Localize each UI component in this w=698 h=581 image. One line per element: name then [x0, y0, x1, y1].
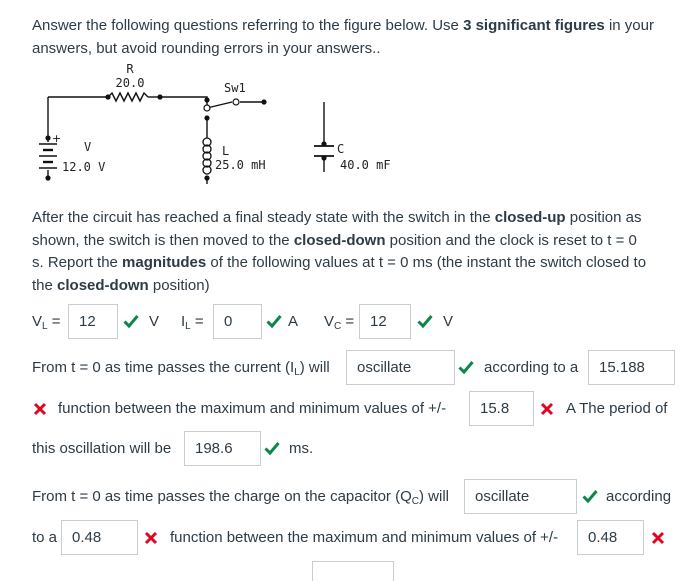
- q2-period-line: this oscillation will be: [32, 440, 172, 457]
- para-line-3: s. Report the magnitudes of the following values at t = 0 ms (the instant the switch closed to: [32, 254, 647, 271]
- intro-line-1: Answer the following questions referring to the figure below. Use 3 significant figures in your: [32, 17, 654, 34]
- vl-label: $V_L$ =: [32, 313, 61, 332]
- check-icon: [582, 488, 598, 504]
- check-icon: [266, 313, 282, 329]
- resistor-label: R: [126, 62, 134, 76]
- vc-input[interactable]: 12: [359, 304, 411, 339]
- q2-period-input[interactable]: 198.6: [184, 431, 261, 466]
- q2-mode-select[interactable]: oscillate: [346, 350, 455, 385]
- il-label: $I_L$ =: [181, 313, 204, 332]
- q2-function-text: function between the maximum and minimum values of +/-: [58, 400, 447, 417]
- circuit-diagram: [32, 60, 416, 187]
- inductor-label: L: [222, 144, 230, 158]
- il-unit: A: [288, 313, 299, 330]
- cross-icon: [144, 531, 158, 545]
- il-input[interactable]: 0: [213, 304, 262, 339]
- capacitor-value: 40.0 mF: [340, 158, 391, 172]
- q2-according-text: according to a: [484, 359, 579, 376]
- next-answer-input[interactable]: [312, 561, 394, 581]
- switch-blade: [207, 102, 232, 108]
- battery-label: V: [84, 140, 92, 154]
- battery-symbol: [39, 144, 57, 168]
- switch-label: Sw1: [224, 81, 246, 95]
- para-line-1: After the circuit has reached a final steady state with the switch in the closed-up position as: [32, 209, 642, 226]
- vc-label: $V_C$ =: [324, 313, 355, 332]
- capacitor-symbol: [314, 146, 334, 156]
- inductor-symbol: [203, 138, 211, 174]
- q3-function-input[interactable]: 0.48: [61, 520, 138, 555]
- cross-icon: [540, 402, 554, 416]
- q3-function-text: function between the maximum and minimum values of +/-: [170, 529, 559, 546]
- q2-ms-unit: ms.: [289, 440, 314, 457]
- vl-input[interactable]: 12: [68, 304, 118, 339]
- check-icon: [417, 313, 433, 329]
- q3-to-a-text: to a: [32, 529, 58, 546]
- intro-line-2: answers, but avoid rounding errors in your answers..: [32, 40, 381, 57]
- q2-period-text: A The period of: [566, 400, 668, 417]
- check-icon: [458, 359, 474, 375]
- para-line-4: the closed-down position): [32, 277, 210, 294]
- inductor-value: 25.0 mH: [215, 158, 266, 172]
- vl-unit: V: [149, 313, 160, 330]
- q3-charge-text: From t = 0 as time passes the charge on the capacitor $(Q_C)$ will: [32, 488, 449, 507]
- q3-amplitude-input[interactable]: 0.48: [577, 520, 644, 555]
- para-line-2: shown, the switch is then moved to the closed-down position and the clock is reset to t = 0: [32, 232, 637, 249]
- check-icon: [264, 440, 280, 456]
- cross-icon: [651, 531, 665, 545]
- q2-amplitude-input[interactable]: 15.8: [469, 391, 534, 426]
- check-icon: [123, 313, 139, 329]
- cross-icon: [33, 402, 47, 416]
- q2-current-text: From t = 0 as time passes the current $(I_L)$ will: [32, 359, 330, 378]
- svg-text:+: +: [52, 132, 62, 145]
- q2-function-input[interactable]: 15.188: [588, 350, 675, 385]
- q3-according-text: according: [606, 488, 672, 505]
- resistor-symbol: [108, 93, 148, 101]
- q3-mode-select[interactable]: oscillate: [464, 479, 577, 514]
- battery-value: 12.0 V: [62, 160, 106, 174]
- capacitor-label: C: [337, 142, 345, 156]
- vc-unit: V: [443, 313, 454, 330]
- resistor-value: 20.0: [115, 76, 145, 90]
